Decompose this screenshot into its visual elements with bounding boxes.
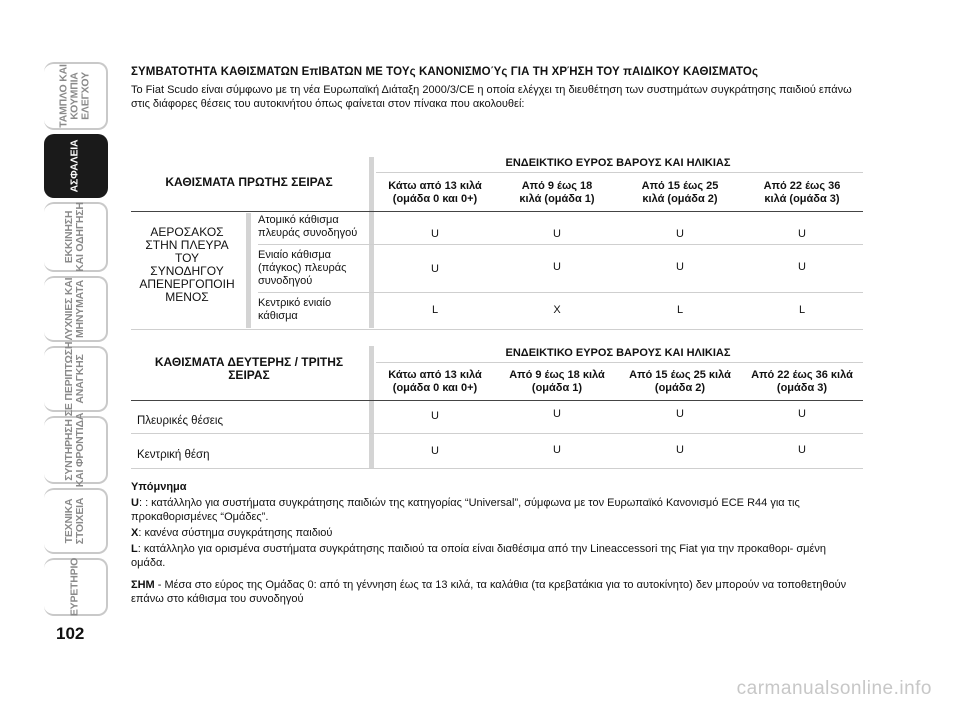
row-label: Κεντρικό ενιαίο κάθισμα [258,297,332,322]
note-text: - Μέσα στο εύρος της Ομάδας 0: από τη γέννηση έως τα 13 κιλά, τα καλάθια (τα κρεβατάκια για το αυτοκίνητο) δεν μπορούν να τοποθετηθούν επάνω στο κάθισμα του συνοδηγού [131,579,847,605]
tab-label: ΕΚΚΙΝΗΣΗ ΚΑΙ ΟΔΗΓΗΣΗ [63,202,86,272]
header-underline [131,211,863,212]
value-cell: U [431,263,439,275]
value-cell: U [798,444,806,456]
tab-safety[interactable] [44,134,108,198]
legend-item [131,496,863,524]
tab-maintenance[interactable] [44,412,108,488]
value-cell: U [676,228,684,240]
value-cell: U [798,261,806,273]
column-header: Από 9 έως 18 κιλά (ομάδα 1) [509,369,605,394]
table-bottom [131,329,863,330]
tab-emergency[interactable] [44,341,108,417]
row-label: Ατομικό κάθισμα πλευράς συνοδηγού [258,214,358,239]
column-header: Από 22 έως 36 κιλά (ομάδα 3) [763,180,841,205]
value-cell: U [798,228,806,240]
value-cell: U [431,445,439,457]
value-cell: U [676,261,684,273]
tab-label: ΤΑΜΠΛΟ ΚΑΙ ΚΟΥΜΠΙΑ ΕΛΕΓΧΟΥ [57,64,92,128]
group-header: ΕΝΔΕΙΚΤΙΚΟ ΕΥΡΟΣ ΒΑΡΟΥΣ ΚΑΙ ΗΛΙΚΙΑΣ [505,157,731,169]
value-cell: U [553,228,561,240]
tab-label: ΣΕ ΠΕΡΙΠΤΩΣΗ ΑΝΑΓΚΗΣ [63,341,86,417]
value-cell: U [798,408,806,420]
intro-paragraph: Το Fiat Scudo είναι σύμφωνο με τη νέα Ευρωπαϊκή Διάταξη 2000/3/CE η οποία ελέγχει τη διευθέτηση των συστημάτων συγκράτησης παιδιού επάνω στις διάφορες θέσεις του αυτοκινήτου όπως φαίνεται στον πίνακα που ακολουθεί: [131,84,852,110]
tab-label: ΛΥΧΝΙΕΣ ΚΑΙ ΜΗΝΥΜΑΤΑ [63,277,86,341]
column-divider [369,346,374,469]
column-header: Από 15 έως 25 κιλά (ομάδα 2) [641,180,719,205]
legend-key: X [131,527,139,539]
legend-text: : κατάλληλο για ορισμένα συστήματα συγκράτησης παιδιού τα οποία είναι διαθέσιμα από την Lineaccessori της Fiat για την προκαθορι- σμένη ομάδα. [131,543,827,569]
value-cell: L [431,304,439,316]
tab-label: ΕΥΡΕΤΗΡΙΟ [68,557,81,617]
legend-item [131,526,863,540]
divider [376,172,863,173]
column-header: Από 9 έως 18 κιλά (ομάδα 1) [519,180,595,205]
divider [376,362,863,363]
value-cell: L [676,304,684,316]
value-cell: U [431,228,439,240]
column-header: Από 22 έως 36 κιλά (ομάδα 3) [751,369,853,394]
tab-label: ΣΥΝΤΗΡΗΣΗ ΚΑΙ ΦΡΟΝΤΙΔΑ [63,412,86,488]
legend-key: U [131,497,139,509]
legend-item [131,542,863,570]
tab-index[interactable] [44,558,108,616]
page-title: ΣΥΜΒΑΤΟΤΗΤΑ ΚΑΘΙΣΜΑΤΩΝ ΕπΙΒΑΤΩΝ ΜΕ ΤΟΥς ΚΑΝΟΝΙΣΜΟΎς ΓΙΑ ΤΗ ΧΡΉΣΗ ΤΟΥ πΑΙΔΙΚΟΥ ΚΑΘΙΣΜΑΤΟς [131,66,759,78]
row-label: Πλευρικές θέσεις [137,415,224,427]
legend-text: : κανένα σύστημα συγκράτησης παιδιού [138,527,333,539]
legend-text: : : κατάλληλο για συστήματα συγκράτησης παιδιών της κατηγορίας “Universal”, σύμφωνα με τον Ευρωπαϊκό Κανονισμό ECE R44 για τις προκαθορισμένες “Ομάδες”. [131,497,800,523]
tab-dashboard[interactable] [44,62,108,130]
watermark: carmanualsonline.info [736,678,932,699]
column-header: Κάτω από 13 κιλά (ομάδα 0 και 0+) [388,369,482,394]
table-bottom [131,468,863,469]
value-cell: U [553,408,561,420]
tab-label: ΤΕΧΝΙΚΑ ΣΤΟΙΧΕΙΑ [63,497,86,545]
legend-title: Υπόμνημα [131,481,187,493]
tab-technical-data[interactable] [44,488,108,554]
tab-lights-messages[interactable] [44,276,108,342]
value-cell: U [676,408,684,420]
airbag-label: ΑΕΡΟΣΑΚΟΣ ΣΤΗΝ ΠΛΕΥΡΑ ΤΟΥ ΣΥΝΟΔΗΓΟΥ ΑΠΕΝΕΡΓΟΠΟΙΗ ΜΕΝΟΣ [139,225,235,304]
page-number: 102 [56,624,85,643]
value-cell: U [431,410,439,422]
legend-note [131,578,863,606]
column-header: Κάτω από 13 κιλά (ομάδα 0 και 0+) [388,180,482,205]
group-header: ΕΝΔΕΙΚΤΙΚΟ ΕΥΡΟΣ ΒΑΡΟΥΣ ΚΑΙ ΗΛΙΚΙΑΣ [505,347,731,359]
column-header: Από 15 έως 25 κιλά (ομάδα 2) [629,369,731,394]
value-cell: U [553,261,561,273]
row-divider [131,433,863,434]
row-label: Ενιαίο κάθισμα (πάγκος) πλευράς συνοδηγού [258,249,347,287]
header-underline [131,400,863,401]
tab-starting-driving[interactable] [44,202,108,272]
legend-key: L [131,543,138,555]
row-divider [258,292,863,293]
value-cell: X [553,304,561,316]
column-divider [246,213,251,328]
note-key: ΣΗΜ [131,579,155,591]
column-divider [369,157,374,328]
intro-section [131,64,861,111]
row-divider [258,244,863,245]
tab-label: ΑΣΦΑΛΕΙΑ [68,139,81,193]
value-cell: L [798,304,806,316]
legend [131,480,863,608]
table-title: ΚΑΘΙΣΜΑΤΑ ΔΕΥΤΕΡΗΣ / ΤΡΙΤΗΣ ΣΕΙΡΑΣ [154,355,344,382]
value-cell: U [553,444,561,456]
table-title: ΚΑΘΙΣΜΑΤΑ ΠΡΩΤΗΣ ΣΕΙΡΑΣ [165,175,333,189]
value-cell: U [676,444,684,456]
row-label: Κεντρική θέση [137,449,210,461]
